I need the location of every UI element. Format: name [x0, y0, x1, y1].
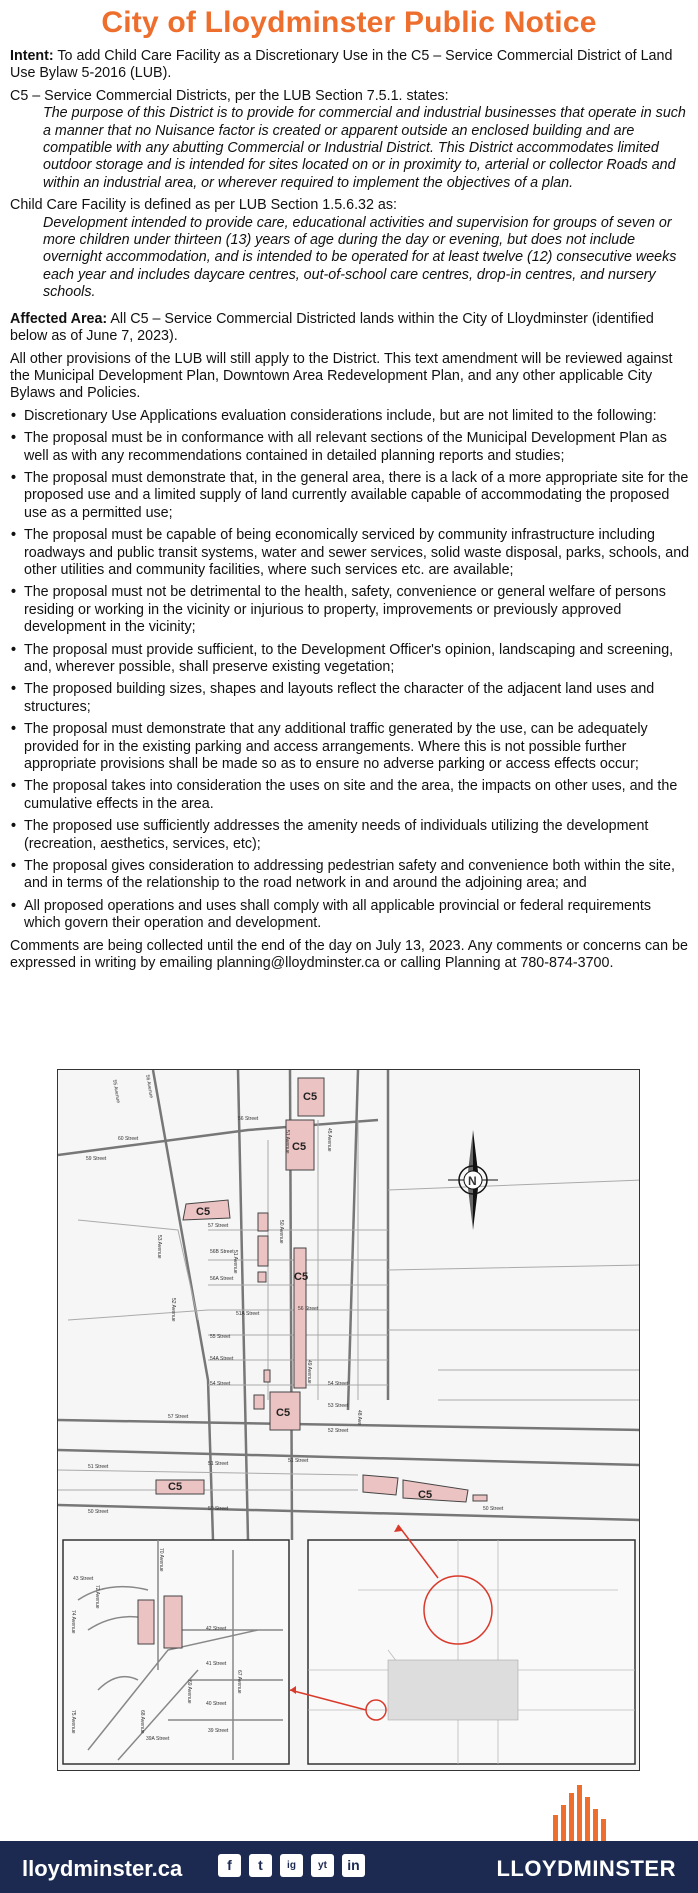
street-label: 54A Street	[210, 1356, 234, 1362]
street-label: 50 Street	[88, 1509, 109, 1515]
c5-zones	[156, 1078, 487, 1502]
zone-label: C5	[418, 1489, 433, 1501]
notice-title: City of Lloydminster Public Notice	[101, 6, 597, 39]
notice-body	[10, 48, 690, 978]
intent-label: Intent:	[10, 48, 54, 64]
avenue-label: 74 Avenue	[70, 1610, 76, 1634]
list-item: • The proposal must not be detrimental to the health, safety, convenience or general welfare of persons residing or working in the vicinity or injurious to property, improvements or previously approved development in the vicinity;	[10, 584, 690, 636]
avenue-label: 49 Avenue	[306, 1360, 312, 1384]
avenue-label: 52 Avenue	[170, 1298, 176, 1322]
street-label: 42 Street	[206, 1626, 227, 1632]
affected-text: All C5 – Service Commercial Districted lands within the City of Lloydminster (identified below as of June 7, 2023).	[10, 310, 654, 345]
map-roads	[58, 1070, 640, 1540]
street-label: 43 Street	[73, 1576, 94, 1582]
street-label: 59 Street	[86, 1156, 107, 1162]
road	[58, 1450, 640, 1465]
avenue-label: 55 Avenue	[111, 1079, 122, 1104]
avenue-label: 45 Avenue	[326, 1128, 332, 1152]
inset-map-city	[290, 1525, 635, 1764]
intent-paragraph	[10, 48, 690, 83]
list-item: • All proposed operations and uses shall comply with all applicable provincial or federal requirements which govern their operation and development.	[10, 898, 690, 933]
lloydminster-logo-icon	[545, 1775, 613, 1845]
compass-label: N	[468, 1174, 477, 1188]
affected-label: Affected Area:	[10, 310, 108, 327]
footer	[0, 1775, 698, 1893]
instagram-icon[interactable]: ig	[280, 1854, 303, 1877]
street-label: 53 Street	[328, 1403, 349, 1409]
avenue-label: 48 Ave	[356, 1410, 362, 1426]
street-label: 56 Street	[238, 1116, 259, 1122]
facebook-icon[interactable]: f	[218, 1854, 241, 1877]
zone-label: C5	[292, 1141, 307, 1153]
footer-bar	[0, 1841, 698, 1893]
street-label: 56B Street	[210, 1249, 234, 1255]
social-links	[218, 1854, 365, 1877]
zone-label: C5	[196, 1206, 211, 1218]
avenue-label: 75 Avenue	[70, 1710, 76, 1734]
twitter-icon[interactable]: t	[249, 1854, 272, 1877]
street-label: 54 Street	[328, 1381, 349, 1387]
brand-name: LLOYDMINSTER	[496, 1856, 676, 1881]
avenue-label: 72 Avenue	[94, 1585, 100, 1609]
list-item: • Discretionary Use Applications evaluation considerations include, but are not limited to the following:	[10, 408, 690, 425]
zone-label: C5	[294, 1271, 309, 1283]
street-label: 51 Street	[208, 1461, 229, 1467]
avenue-label: 68 Avenue	[139, 1710, 145, 1734]
c5-parcel	[258, 1272, 266, 1282]
avenue-label: 56 Avenue	[144, 1074, 155, 1099]
zone-label: C5	[276, 1407, 291, 1419]
linkedin-icon[interactable]: in	[342, 1854, 365, 1877]
map-minor-roads	[58, 1120, 640, 1490]
street-label: 54 Street	[210, 1381, 231, 1387]
avenue-label: 70 Avenue	[158, 1548, 164, 1572]
north-arrow	[448, 1130, 498, 1230]
avenue-label: 51 Avenue	[284, 1130, 290, 1154]
list-item: • The proposal must be capable of being economically serviced by community infrastructure including roadways and public transit systems, water and sewer services, solid waste disposal, parks, schools, and other utilities and community facilities, where such services etc. are available;	[10, 527, 690, 579]
avenue-label: 69 Avenue	[186, 1680, 192, 1704]
street-label: 39A Street	[146, 1736, 170, 1742]
intent-text: To add Child Care Facility as a Discretionary Use in the C5 – Service Commercial District of Land Use Bylaw 5-2016 (LUB).	[10, 48, 673, 82]
street-label: 39 Street	[208, 1728, 229, 1734]
affected-paragraph	[10, 311, 690, 346]
list-item: • The proposal must demonstrate that, in the general area, there is a lack of a more appropriate site for the proposed use and a limited supply of land currently available capable of accommodating the proposed use as a permitted use;	[10, 470, 690, 522]
street-label: 57 Street	[208, 1223, 229, 1229]
road	[58, 1420, 640, 1430]
zone-label: C5	[168, 1481, 183, 1493]
zone-label: C5	[303, 1091, 318, 1103]
c5-parcel	[473, 1495, 487, 1501]
ccf-intro: Child Care Facility is defined as per LUB Section 1.5.6.32 as:	[10, 197, 398, 214]
road	[238, 1070, 248, 1540]
street-label: 51A Street	[236, 1311, 260, 1317]
ccf-quote: Development intended to provide care, educational activities and supervision for groups of seven or more children under thirteen (13) years of age during the day or evening, but does not include overnight accommodation, and is intended to be operated for at least twelve (12) consecutive weeks each year and includes daycare centres, out-of-school care centres, drop-in centres, and nursery schools.	[43, 214, 677, 301]
street-label: 50 Street	[483, 1506, 504, 1512]
street-label: 41 Street	[206, 1661, 227, 1667]
avenue-label: 67 Avenue	[236, 1670, 242, 1694]
c5-parcel	[403, 1480, 468, 1502]
list-item: • The proposal gives consideration to addressing pedestrian safety and convenience both within the site, and in terms of the relationship to the road network in and around the adjoining area; and	[10, 858, 690, 893]
zoning-map	[57, 1069, 640, 1771]
avenue-label: 50 Avenue	[278, 1220, 284, 1244]
street-label: 40 Street	[206, 1701, 227, 1707]
street-label: 51 Street	[288, 1458, 309, 1464]
youtube-icon[interactable]: yt	[311, 1854, 334, 1877]
street-label: 56A Street	[210, 1276, 234, 1282]
street-label: 52 Street	[328, 1428, 349, 1434]
road	[58, 1505, 640, 1520]
c5-parcel	[254, 1395, 264, 1409]
c5-parcel	[258, 1236, 268, 1266]
street-label: 56 Street	[298, 1306, 319, 1312]
street-label: 51 Street	[88, 1464, 109, 1470]
list-item: • The proposal must demonstrate that any additional traffic generated by the use, can be adequately provided for in the existing parking and access arrangements. Where this is not possible further appropriate provisions shall be made so as to ensure no adverse parking or access effects occur;	[10, 721, 690, 773]
c5-parcel	[258, 1213, 268, 1231]
website-link[interactable]: lloydminster.ca	[22, 1856, 183, 1881]
list-item: • The proposal must provide sufficient, to the Development Officer's opinion, landscaping and screening, and, wherever possible, shall preserve existing vegetation;	[10, 642, 690, 677]
avenue-label: 51 Avenue	[232, 1250, 238, 1274]
list-item: • The proposal takes into consideration the uses on site and the area, the impacts on other uses, and the cumulative effects in the area.	[10, 778, 690, 813]
list-item: • The proposal must be in conformance with all relevant sections of the Municipal Development Plan as well as with any recommendations contained in detailed planning reports and studies;	[10, 430, 690, 465]
considerations-list	[10, 408, 690, 933]
c5-quote: The purpose of this District is to provide for commercial and industrial businesses that operate in such a manner that no Nuisance factor is created or apparent outside an enclosed building and are compatible with any abutting Commercial or Industrial District. This District accommodates limited outdoor storage and is intended for sites located on or in proximity to, arterial or collector Roads and within an industrial area, or wherever required to implement the objectives of a plan.	[43, 105, 686, 191]
c5-intro: C5 – Service Commercial Districts, per the LUB Section 7.5.1. states:	[10, 87, 449, 104]
street-label: 57 Street	[168, 1414, 189, 1420]
avenue-label: 53 Avenue	[156, 1235, 162, 1259]
list-item: • The proposed building sizes, shapes and layouts reflect the character of the adjacent land uses and structures;	[10, 681, 690, 716]
comments-paragraph: Comments are being collected until the end of the day on July 13, 2023. Any comments or concerns can be expressed in writing by emailing planning@lloydminster.ca or calling Planning at 780-874-3700.	[10, 937, 688, 972]
map-graphic	[58, 1070, 640, 1771]
street-label: 60 Street	[118, 1136, 139, 1142]
c5-parcel	[363, 1475, 398, 1495]
street-label: 55 Street	[210, 1334, 231, 1340]
list-item: • The proposed use sufficiently addresses the amenity needs of individuals utilizing the development (recreation, aesthetics, services, etc);	[10, 818, 690, 853]
other-provisions: All other provisions of the LUB will still apply to the District. This text amendment will be reviewed against the Municipal Development Plan, Downtown Area Redevelopment Plan, and any other applicable City Bylaws and Policies.	[10, 350, 673, 402]
c5-parcel	[264, 1370, 270, 1382]
inset-map-south	[63, 1540, 289, 1764]
street-label: 50 Street	[208, 1506, 229, 1512]
